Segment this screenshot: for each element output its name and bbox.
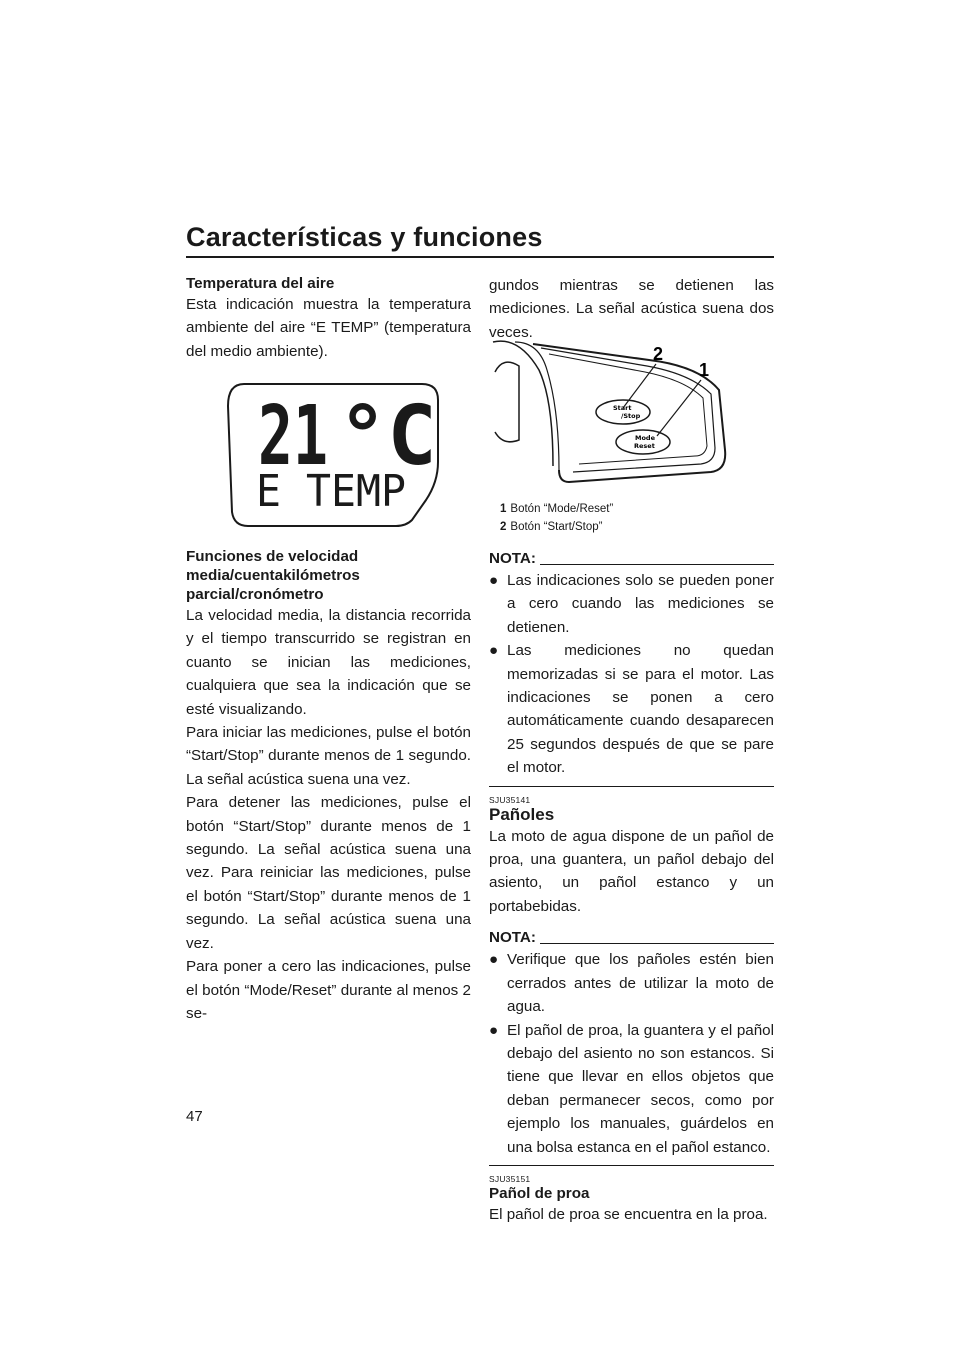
btn-start-text: Start: [613, 404, 632, 412]
lcd-label: E TEMP: [256, 466, 406, 517]
switch-drawing: [489, 330, 779, 500]
right-column-bottom: [489, 549, 774, 1226]
functions-p1: La velocidad media, la distancia recorrida y el tiempo transcurrido se registran en cuanto se inician las mediciones, cualquiera que sea la indicación que se esté visualizando.: [186, 607, 471, 718]
list-item: ● El pañol de proa, la guantera y el pañol debajo del asiento no son estancos. Si tiene que llevar en ellos objetos que deban permanecer secos, como por ejemplo los manuales, guárdelos en una bolsa estanca en el pañol estanco.: [489, 1021, 774, 1156]
nota-1-heading: NOTA:: [489, 549, 774, 569]
panoles-body: La moto de agua dispone de un pañol de proa, una guantera, un pañol debajo del asiento, un pañol estanco y un portabebidas.: [489, 827, 774, 915]
lcd-unit: °C: [338, 389, 437, 484]
nota-2-list: [489, 948, 774, 1159]
title-rule: [186, 256, 774, 258]
page-number: 47: [186, 1108, 203, 1125]
list-item: ● Las mediciones no quedan memorizadas si se para el motor. Las indicaciones se ponen a cero automáticamente cuando desaparecen 25 segundos después de que se pare el motor.: [489, 642, 774, 777]
proa-body: El pañol de proa se encuentra en la proa.: [489, 1205, 768, 1223]
btn-stop-text: /Stop: [621, 412, 641, 420]
nota-2-end-rule: [489, 1165, 774, 1166]
lcd-display: [226, 382, 440, 528]
panoles-heading: Pañoles: [489, 804, 555, 824]
functions-p4: Para poner a cero las indicaciones, pulse el botón “Mode/Reset” durante al menos 2 se-: [186, 958, 471, 1022]
figure-captions: [500, 500, 770, 536]
functions-heading: Funciones de velocidad media/cuentakilómetros parcial/cronómetro: [186, 548, 360, 603]
section-code: SJU35141: [489, 794, 531, 805]
lcd-display-figure: [226, 382, 440, 528]
continuation-text: gundos mientras se detienen las mediciones. La señal acústica suena dos veces.: [489, 277, 774, 341]
proa-heading: Pañol de proa: [489, 1184, 590, 1202]
callout-1: 1: [699, 360, 710, 380]
list-item: ● Las indicaciones solo se pueden poner a cero cuando las mediciones se detienen.: [489, 572, 774, 636]
left-column-bottom: [186, 547, 471, 1025]
left-column-top: [186, 274, 471, 363]
functions-p2: Para iniciar las mediciones, pulse el botón “Start/Stop” durante menos de 1 segundo. La señal acústica suena una vez.: [186, 724, 471, 788]
btn-mode-text: Mode: [635, 434, 655, 442]
page-title: Características y funciones: [186, 222, 543, 252]
caption-1: 1 Botón “Mode/Reset”: [500, 503, 614, 515]
leader-line-1: [657, 380, 701, 436]
lcd-digits: 21: [258, 389, 328, 484]
section-code: SJU35151: [489, 1173, 531, 1184]
callout-2: 2: [653, 344, 664, 364]
nota-1-end-rule: [489, 786, 774, 787]
caption-2: 2 Botón “Start/Stop”: [500, 521, 603, 533]
air-temp-body: Esta indicación muestra la temperatura ambiente del aire “E TEMP” (temperatura del medio ambiente).: [186, 296, 471, 360]
switch-figure: [489, 330, 779, 500]
list-item: ● Verifique que los pañoles estén bien cerrados antes de utilizar la moto de agua.: [489, 951, 774, 1016]
btn-reset-text: Reset: [634, 442, 655, 450]
air-temp-heading: Temperatura del aire: [186, 275, 335, 292]
nota-2-heading: NOTA:: [489, 928, 774, 948]
functions-p3: Para detener las mediciones, pulse el botón “Start/Stop” durante menos de 1 segundo. La señal acústica suena una vez. Para reiniciar las mediciones, pulse el botón “Start/Stop” durante menos de 1 segundo. La señal acústica suena una vez.: [186, 794, 471, 952]
nota-1-list: [489, 569, 774, 780]
